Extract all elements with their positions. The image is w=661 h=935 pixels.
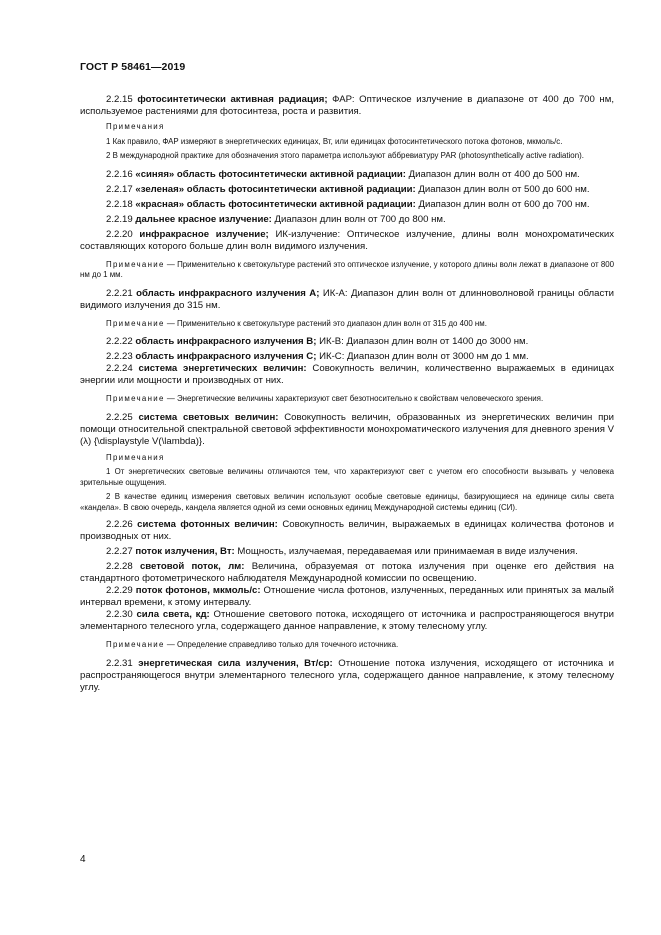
entry-2.2.27: 2.2.27 поток излучения, Вт: Мощность, излучаемая, передаваемая или принимаемая в виде излучения. [106,546,578,557]
entry-2.2.20: 2.2.20 инфракрасное излучение; ИК-излучение: Оптическое излучение, длины волн монохроматических составляющих которого больше длин волн видимого излучения. [80,228,615,252]
notes-heading: Примечания [106,452,165,462]
note-2.2.30: Примечание — Определение справедливо только для точечного источника. [106,640,399,649]
entry-2.2.25: 2.2.25 система световых величин: Совокупность величин, образованных из энергетических величин при помощи относительной спектральной световой эффективности монохроматического излучения для дневного зрения V (λ) {\displaystyle V(\lambda)}. [80,411,614,447]
entry-2.2.23: 2.2.23 область инфракрасного излучения С; ИК-С: Диапазон длин волн от 3000 нм до 1 мм. [106,351,529,362]
note-2.2.20: Примечание — Применительно к светокультуре растений это оптическое излучение, у которого длины волн лежат в диапазоне от 800 нм до 1 мм. [80,259,614,279]
entry-2.2.18: 2.2.18 «красная» область фотосинтетически активной радиации: Диапазон длин волн от 600 до 700 нм. [106,198,590,210]
note-2.2.15-1: 1 Как правило, ФАР измеряют в энергетических единицах, Вт, или единицах фотосинтетического потока фотонов, мкмоль/с. [106,136,563,146]
entry-2.2.24: 2.2.24 система энергетических величин: Совокупность величин, количественно выражаемых в единицах энергии или мощности и производных от них. [80,363,615,386]
entry-2.2.17: 2.2.17 «зеленая» область фотосинтетически активной радиации: Диапазон длин волн от 500 до 600 нм. [106,183,590,195]
note-2.2.25-1: 1 От энергетических световые величины отличаются тем, что характеризуют свет с учетом его способности вызывать у человека зрительные ощущения. [80,467,614,487]
document-header: ГОСТ Р 58461—2019 [80,61,186,73]
page-content [80,94,614,694]
note-2.2.25-2: 2 В качестве единиц измерения световых величин используют особые световые единицы, базирующиеся на единице силы света «кандела». В свою очередь, кандела является одной из семи основных единиц Международной системы единиц (СИ). [80,492,614,512]
entry-2.2.22: 2.2.22 область инфракрасного излучения В; ИК-В: Диапазон длин волн от 1400 до 3000 нм. [106,336,529,347]
entry-2.2.21: 2.2.21 область инфракрасного излучения А; ИК-А: Диапазон длин волн от длинноволновой границы области видимого излучения до 315 нм. [80,287,614,311]
entry-2.2.28: 2.2.28 световой поток, лм: Величина, образуемая от потока излучения при оценке его действия на стандартного фотометрического наблюдателя Международной комиссии по освещению. [80,561,614,584]
entry-2.2.31: 2.2.31 энергетическая сила излучения, Вт/ср: Отношение потока излучения, исходящего от источника и распространяющегося внутри элементарного телесного угла, содержащего данное направление, к этому телесному углу. [80,657,614,693]
notes-heading: Примечания [106,122,165,131]
entry-2.2.19: 2.2.19 дальнее красное излучение: Диапазон длин волн от 700 до 800 нм. [106,213,446,225]
entry-2.2.15: 2.2.15 фотосинтетически активная радиация; ФАР: Оптическое излучение в диапазоне от 400 до 700 нм, используемое растениями для фотосинтеза, роста и развития. [80,94,614,117]
entry-2.2.26: 2.2.26 система фотонных величин: Совокупность величин, выражаемых в единицах количества фотонов и производных от них. [80,519,614,542]
page-number: 4 [80,854,86,865]
entry-2.2.16: 2.2.16 «синяя» область фотосинтетически активной радиации: Диапазон длин волн от 400 до 500 нм. [106,168,580,180]
note-2.2.21: Примечание — Применительно к светокультуре растений это диапазон длин волн от 315 до 400 нм. [106,318,487,328]
entry-2.2.29: 2.2.29 поток фотонов, мкмоль/с: Отношение числа фотонов, излученных, переданных или принятых за малый интервал времени, к этому интервалу. [80,585,614,608]
note-2.2.24: Примечание — Энергетические величины характеризуют свет безотносительно к свойствам человеческого зрения. [106,394,544,403]
note-2.2.15-2: 2 В международной практике для обозначения этого параметра используют аббревиатуру PAR (photosynthetically active radiation). [106,151,584,160]
entry-2.2.30: 2.2.30 сила света, кд: Отношение светового потока, исходящего от источника и распространяющегося внутри элементарного телесного угла, содержащего данное направление, к этому телесному углу. [80,609,615,632]
